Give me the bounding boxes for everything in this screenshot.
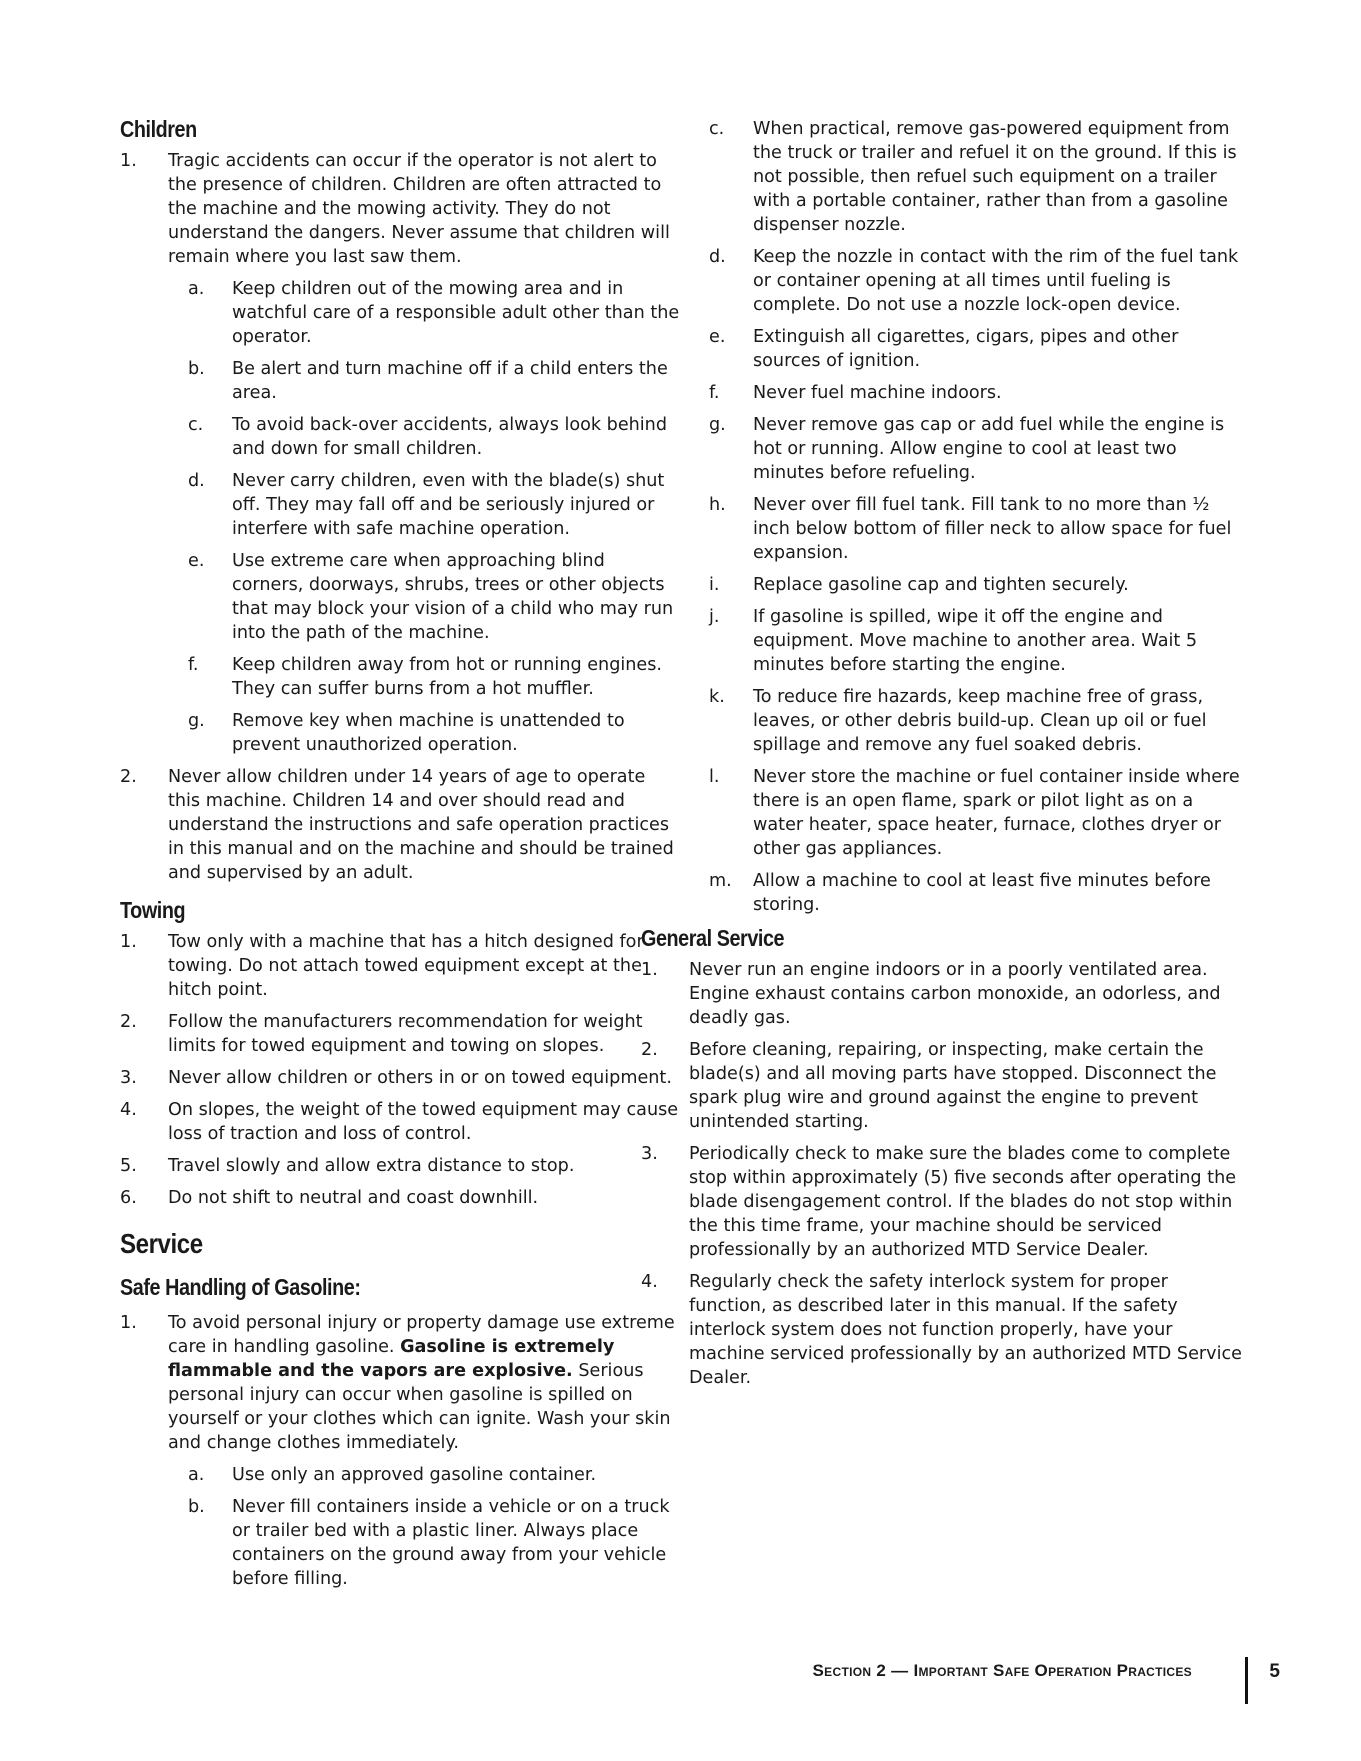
list-item xyxy=(120,1311,680,1455)
gasoline-sublist-left xyxy=(176,1463,680,1591)
list-item xyxy=(641,1270,1243,1390)
item-number: 2. xyxy=(120,767,137,787)
list-item xyxy=(176,549,680,645)
general-service-heading: General Service xyxy=(641,925,785,951)
page-number: 5 xyxy=(1269,1661,1280,1682)
list-item xyxy=(176,653,680,701)
item-text: Replace gasoline cap and tighten securely. xyxy=(753,575,1129,595)
item-number: 3. xyxy=(120,1068,137,1088)
list-item xyxy=(120,1154,680,1178)
list-item xyxy=(641,1142,1243,1262)
list-item xyxy=(697,413,1243,485)
item-text: Keep children away from hot or running engines. They can suffer burns from a hot muffler. xyxy=(232,655,662,699)
list-item xyxy=(697,117,1243,237)
item-number: 5. xyxy=(120,1156,137,1176)
section-title: Section 2 — Important Safe Operation Practices xyxy=(812,1661,1192,1680)
list-item xyxy=(697,325,1243,373)
item-letter: f. xyxy=(709,383,720,403)
item-number: 3. xyxy=(641,1144,658,1164)
item-text: Use extreme care when approaching blind corners, doorways, shrubs, trees or other objects that may block your vision of a child who may run into the path of the machine. xyxy=(232,551,674,643)
list-item xyxy=(176,1495,680,1591)
item-text: Do not shift to neutral and coast downhill. xyxy=(168,1188,539,1208)
list-item xyxy=(697,685,1243,757)
item-text-intro: To avoid personal injury or property damage use extreme care in handling gasoline. xyxy=(168,1313,675,1357)
item-text: To reduce fire hazards, keep machine free of grass, leaves, or other debris build-up. Clean up oil or fuel spillage and remove any fuel soaked debris. xyxy=(753,687,1207,755)
list-item xyxy=(176,469,680,541)
right-column xyxy=(641,117,1243,1398)
towing-heading: Towing xyxy=(120,897,186,923)
item-text: Never carry children, even with the blade(s) shut off. They may fall off and be seriously injured or interfere with safe machine operation. xyxy=(232,471,665,539)
list-item xyxy=(120,1186,680,1210)
list-item xyxy=(697,245,1243,317)
list-item xyxy=(120,1010,680,1058)
item-text: Before cleaning, repairing, or inspecting, make certain the blade(s) and all moving parts have stopped. Disconnect the spark plug wire and ground against the engine to prevent unintended starting. xyxy=(689,1040,1217,1132)
item-letter: b. xyxy=(188,359,205,379)
children-heading: Children xyxy=(120,116,197,142)
item-text: Regularly check the safety interlock system for proper function, as described later in this manual. If the safety interlock system does not function properly, have your machine serviced professionally by an authorized MTD Service Dealer. xyxy=(689,1272,1242,1388)
item-text: Extinguish all cigarettes, cigars, pipes and other sources of ignition. xyxy=(753,327,1179,371)
item-text: Use only an approved gasoline container. xyxy=(232,1465,597,1485)
list-item xyxy=(120,1066,680,1090)
item-text: Never allow children or others in or on towed equipment. xyxy=(168,1068,672,1088)
gasoline-heading: Safe Handling of Gasoline: xyxy=(120,1274,361,1300)
list-item xyxy=(120,149,680,269)
list-item xyxy=(120,1098,680,1146)
footer-divider xyxy=(1245,1657,1248,1704)
list-item xyxy=(176,357,680,405)
item-letter: h. xyxy=(709,495,726,515)
item-text: On slopes, the weight of the towed equipment may cause loss of traction and loss of control. xyxy=(168,1100,679,1144)
item-text: Never run an engine indoors or in a poorly ventilated area. Engine exhaust contains carbon monoxide, an odorless, and deadly gas. xyxy=(689,960,1221,1028)
item-number: 2. xyxy=(120,1012,137,1032)
item-number: 6. xyxy=(120,1188,137,1208)
item-text: Keep the nozzle in contact with the rim of the fuel tank or container opening at all times until fueling is complete. Do not use a nozzle lock-open device. xyxy=(753,247,1239,315)
list-item xyxy=(641,958,1243,1030)
item-number: 4. xyxy=(120,1100,137,1120)
item-number: 4. xyxy=(641,1272,658,1292)
item-letter: e. xyxy=(709,327,726,347)
item-text: Travel slowly and allow extra distance to stop. xyxy=(168,1156,575,1176)
item-letter: c. xyxy=(709,119,725,139)
item-letter: m. xyxy=(709,871,732,891)
list-item xyxy=(697,869,1243,917)
item-letter: e. xyxy=(188,551,205,571)
item-text: Never store the machine or fuel container inside where there is an open flame, spark or pilot light as on a water heater, space heater, furnace, clothes dryer or other gas appliances. xyxy=(753,767,1240,859)
item-text: To avoid back-over accidents, always look behind and down for small children. xyxy=(232,415,667,459)
item-number: 1. xyxy=(641,960,658,980)
item-text: Never fuel machine indoors. xyxy=(753,383,1002,403)
item-letter: f. xyxy=(188,655,199,675)
list-item xyxy=(697,493,1243,565)
item-letter: d. xyxy=(188,471,205,491)
item-text-warning: Gasoline is extremely flammable and the vapors are explosive. xyxy=(168,1337,615,1381)
item-letter: k. xyxy=(709,687,725,707)
children-sublist xyxy=(176,277,680,757)
item-letter: d. xyxy=(709,247,726,267)
list-item xyxy=(120,930,680,1002)
item-letter: i. xyxy=(709,575,720,595)
item-text: Allow a machine to cool at least five minutes before storing. xyxy=(753,871,1211,915)
item-text: Be alert and turn machine off if a child enters the area. xyxy=(232,359,668,403)
item-text: Never remove gas cap or add fuel while the engine is hot or running. Allow engine to cool at least two minutes before refueling. xyxy=(753,415,1225,483)
item-letter: a. xyxy=(188,1465,205,1485)
item-text: If gasoline is spilled, wipe it off the engine and equipment. Move machine to another area. Wait 5 minutes before starting the engine. xyxy=(753,607,1198,675)
list-item xyxy=(697,381,1243,405)
item-text: Never over fill fuel tank. Fill tank to no more than ½ inch below bottom of filler neck to allow space for fuel expansion. xyxy=(753,495,1232,563)
list-item xyxy=(697,573,1243,597)
item-letter: g. xyxy=(709,415,726,435)
item-text: Tow only with a machine that has a hitch designed for towing. Do not attach towed equipment except at the hitch point. xyxy=(168,932,644,1000)
left-column xyxy=(120,116,680,1599)
item-number: 1. xyxy=(120,1313,137,1333)
item-number: 1. xyxy=(120,932,137,952)
item-letter: j. xyxy=(709,607,720,627)
list-item xyxy=(176,277,680,349)
item-text: Keep children out of the mowing area and in watchful care of a responsible adult other than the operator. xyxy=(232,279,680,347)
item-letter: g. xyxy=(188,711,205,731)
list-item xyxy=(176,1463,680,1487)
list-item xyxy=(697,765,1243,861)
item-number: 2. xyxy=(641,1040,658,1060)
item-text: Remove key when machine is unattended to prevent unauthorized operation. xyxy=(232,711,625,755)
service-heading: Service xyxy=(120,1228,203,1259)
item-number: 1. xyxy=(120,151,137,171)
item-text-rest: Serious personal injury can occur when gasoline is spilled on yourself or your clothes which can ignite. Wash your skin and change clothes immediately. xyxy=(168,1361,671,1453)
page-footer xyxy=(780,1661,1280,1701)
list-item xyxy=(176,413,680,461)
item-letter: l. xyxy=(709,767,720,787)
item-text: Follow the manufacturers recommendation for weight limits for towed equipment and towing on slopes. xyxy=(168,1012,643,1056)
list-item xyxy=(697,605,1243,677)
gasoline-sublist-right xyxy=(697,117,1243,917)
item-text: Periodically check to make sure the blades come to complete stop within approximately (5) five seconds after operating the blade disengagement control. If the blades do not stop within the this time frame, your machine should be serviced professionally by an authorized MTD Service Dealer. xyxy=(689,1144,1237,1260)
list-item xyxy=(120,765,680,885)
list-item xyxy=(641,1038,1243,1134)
list-item xyxy=(176,709,680,757)
item-text: When practical, remove gas-powered equipment from the truck or trailer and refuel it on the ground. If this is not possible, then refuel such equipment on a trailer with a portable container, rather than from a gasoline dispenser nozzle. xyxy=(753,119,1237,235)
item-letter: b. xyxy=(188,1497,205,1517)
item-letter: c. xyxy=(188,415,204,435)
item-text: Never fill containers inside a vehicle or on a truck or trailer bed with a plastic liner. Always place containers on the ground away from your vehicle before filling. xyxy=(232,1497,670,1589)
item-letter: a. xyxy=(188,279,205,299)
item-text: Tragic accidents can occur if the operator is not alert to the presence of children. Children are often attracted to the machine and the mowing activity. They do not understand the dangers. Never assume that children will remain where you last saw them. xyxy=(168,151,670,267)
item-text: Never allow children under 14 years of age to operate this machine. Children 14 and over should read and understand the instructions and safe operation practices in this manual and on the machine and should be trained and supervised by an adult. xyxy=(168,767,674,883)
